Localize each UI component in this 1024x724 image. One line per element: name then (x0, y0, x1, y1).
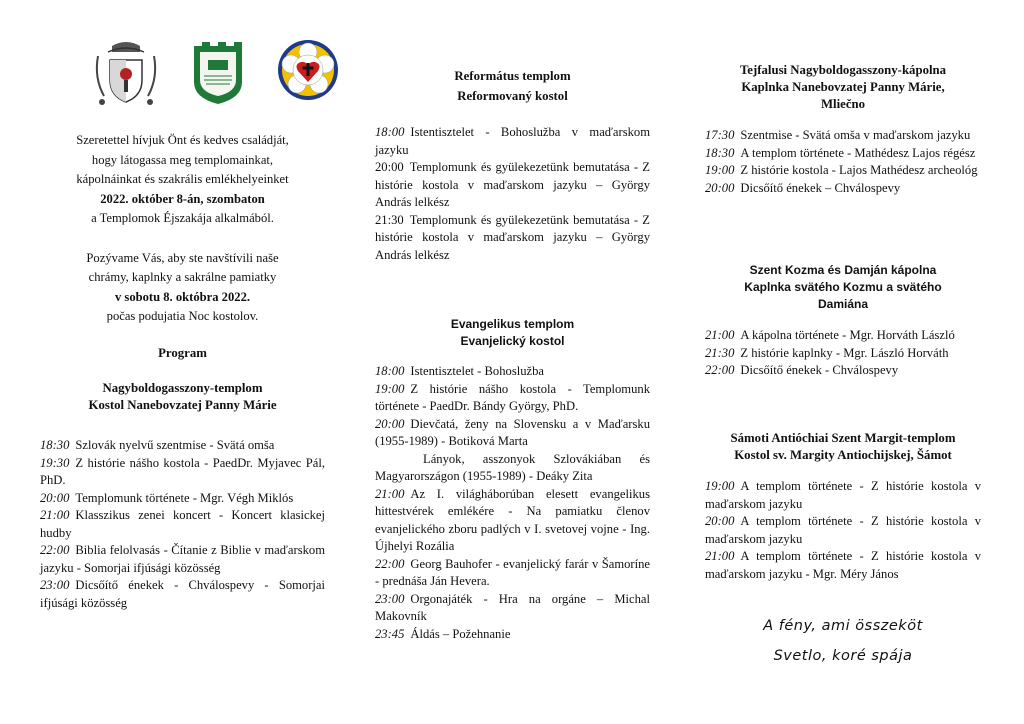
schedule-item (705, 478, 981, 513)
intro-sk-line-1: Pozývame Vás, aby ste navštívili naše (86, 250, 279, 265)
logo-row (90, 38, 340, 108)
time: 21:30 (375, 212, 404, 227)
time: 19:00 (705, 479, 735, 493)
intro-hu-line-5: a Templomok Éjszakája alkalmából. (91, 211, 274, 225)
desc: Dicsőítő énekek - Chválospevy (740, 363, 899, 377)
time: 21:00 (705, 549, 735, 563)
desc: Szlovák nyelvű szentmise - Svätá omša (75, 438, 275, 452)
desc: Dicsőítő énekek - Chválospevy - Somorjai ifjúsági közösség (40, 578, 325, 610)
time: 20:00 (375, 160, 404, 174)
desc: Istentisztelet - Bohoslužba (410, 364, 544, 378)
desc: A templom története - Mathédesz Lajos régész (740, 145, 976, 160)
schedule-item (40, 507, 325, 542)
desc: A kápolna története - Mgr. Horváth László (740, 328, 955, 342)
time: 18:30 (705, 145, 735, 160)
church-margit-heading (705, 430, 981, 464)
time: 18:00 (375, 125, 405, 139)
desc: Z histórie kaplnky - Mgr. László Horváth (740, 345, 949, 360)
time: 23:00 (375, 591, 405, 606)
time: 19:00 (375, 381, 405, 396)
time: 17:30 (705, 128, 735, 142)
church-title-sk: Reformovaný kostol (457, 89, 568, 103)
desc: Az I. világháborúban elesett evangelikus hittestvérek emlékére - Na pamiatku členov evanjelického zboru padlých v I. svetovej vojne - Ing. Újhelyi Rozália (375, 486, 650, 553)
tagline-sk: Svetlo, koré spája (773, 648, 913, 664)
desc: Dievčatá, ženy na Slovensku a v Maďarsku (1955-1989) - Botiková Marta (375, 416, 650, 448)
tagline-hu: A fény, ami összeköt (763, 618, 923, 634)
time: 18:00 (375, 364, 405, 378)
intro-hu-line-3: kápolnáinkat és szakrális emlékhelyeinket (76, 172, 289, 186)
schedule-kozma (705, 327, 981, 380)
desc: Z histórie nášho kostola - Templomunk története - PaedDr. Bándy György, PhD. (375, 381, 650, 413)
desc: Z histórie nášho kostola - PaedDr. Myjavec Pál, PhD. (40, 455, 325, 487)
schedule-item (40, 542, 325, 577)
schedule-evangelikus (375, 363, 650, 643)
time: 21:00 (705, 328, 735, 342)
schedule-nagyboldog (40, 437, 325, 612)
desc: Dicsőítő énekek – Chválospevy (740, 180, 901, 195)
schedule-item (705, 327, 981, 345)
desc: Templomunk története - Mgr. Végh Miklós (75, 490, 294, 505)
desc: A templom története - Z histórie kostola v maďarskom jazyku (705, 514, 981, 546)
time: 20:00 (705, 514, 735, 528)
desc: Orgonajáték - Hra na orgáne – Michal Makovník (375, 591, 650, 623)
time: 19:30 (40, 455, 70, 470)
church-title-hu: Evangelikus templom (450, 317, 575, 331)
schedule-item (40, 490, 325, 508)
desc: Templomunk és gyülekezetünk bemutatása - Z histórie kostola v maďarskom jazyku – György András lelkész (375, 160, 650, 209)
time: 23:45 (375, 626, 405, 641)
desc: Biblia felolvasás - Čítanie z Biblie v maďarskom jazyku - Somorjai ifjúsági közösség (40, 543, 325, 575)
schedule-margit (705, 478, 981, 583)
schedule-item (375, 381, 650, 416)
intro-sk-date: v sobotu 8. októbra 2022. (114, 289, 251, 304)
schedule-item (375, 363, 650, 381)
desc: Georg Bauhofer - evanjelický farár v Šamoríne - prednáša Ján Hevera. (375, 556, 650, 588)
desc: A templom története - Z histórie kostola v maďarskom jazyku - Mgr. Méry János (705, 549, 981, 581)
schedule-item (375, 451, 650, 486)
schedule-item (375, 626, 650, 644)
schedule-item (375, 212, 650, 265)
schedule-item (40, 455, 325, 490)
schedule-tejfalusi (705, 127, 981, 197)
time: 19:00 (705, 163, 735, 177)
desc: Z histórie kostola - Lajos Mathédesz archeológ (740, 163, 978, 177)
church-title-line-1: Sámoti Antióchiai Szent Margit-templom (730, 431, 956, 445)
time: 20:00 (375, 416, 405, 431)
schedule-item (375, 591, 650, 626)
schedule-item (375, 159, 650, 212)
schedule-item (375, 416, 650, 451)
schedule-item (705, 180, 981, 198)
intro-sk-line-4: počas podujatia Noc kostolov. (106, 309, 259, 323)
desc: Áldás – Požehnanie (410, 626, 511, 641)
luther-rose-icon (276, 38, 340, 102)
school-crest-icon (190, 38, 246, 106)
schedule-item (375, 124, 650, 159)
intro-hu-date: 2022. október 8-án, szombaton (100, 191, 265, 206)
time: 21:00 (375, 486, 405, 501)
time: 20:00 (40, 490, 70, 505)
desc: Klasszikus zenei koncert - Koncert klasickej hudby (40, 508, 325, 540)
program-title: Program (158, 346, 207, 360)
church-reformatus-heading (375, 66, 650, 106)
schedule-item (705, 127, 981, 145)
intro-hu-line-2: hogy látogassa meg templomainkat, (91, 152, 274, 167)
coat-of-arms-icon (90, 38, 162, 110)
time: 22:00 (375, 556, 405, 571)
church-title-line-1: Tejfalusi Nagyboldogasszony-kápolna (739, 63, 947, 77)
desc: A templom története - Z histórie kostola v maďarskom jazyku (705, 479, 981, 511)
time: 22:00 (40, 543, 70, 557)
church-title-hu: Református templom (454, 69, 571, 83)
desc: Lányok, asszonyok Szlovákiában és Magyarországon (1955-1989) - Deáky Zita (375, 451, 650, 483)
schedule-item (705, 513, 981, 548)
church-title-line-3: Mliečno (820, 97, 866, 111)
time: 22:00 (705, 363, 735, 377)
church-title-line-2: Kaplnka Nanebovzatej Panny Márie, (741, 80, 945, 94)
church-evangelikus-heading (375, 316, 650, 350)
church-title-line-1: Szent Kozma és Damján kápolna (749, 263, 937, 277)
church-nagyboldog-heading (40, 380, 325, 414)
time: 18:30 (40, 438, 70, 452)
desc: Templomunk és gyülekezetünk bemutatása - Z histórie kostola v maďarskom jazyku – György András lelkész (375, 212, 650, 262)
church-kozma-heading (705, 262, 981, 313)
schedule-item (705, 362, 981, 380)
church-title-hu: Nagyboldogasszony-templom (102, 381, 263, 395)
church-title-line-3: Damiána (817, 297, 869, 311)
church-title-sk: Kostol Nanebovzatej Panny Márie (88, 398, 277, 412)
schedule-reformatus (375, 124, 650, 264)
time: 21:00 (40, 508, 70, 522)
schedule-item (705, 145, 981, 163)
desc: Istentisztelet - Bohoslužba v maďarskom jazyku (375, 125, 650, 157)
invitation-text (40, 131, 325, 327)
time: 20:00 (705, 180, 735, 195)
schedule-item (375, 556, 650, 591)
intro-hu-line-1: Szeretettel hívjuk Önt és kedves családját, (76, 133, 289, 147)
desc: Szentmise - Svätá omša v maďarskom jazyku (740, 128, 971, 142)
schedule-item (705, 345, 981, 363)
church-title-line-2: Kaplnka svätého Kozmu a svätého (744, 280, 942, 294)
schedule-item (705, 162, 981, 180)
schedule-item (40, 577, 325, 612)
time: 21:30 (705, 345, 735, 360)
church-tejfalusi-heading (705, 62, 981, 113)
time: 23:00 (40, 578, 70, 592)
intro-sk-line-2: chrámy, kaplnky a sakrálne pamiatky (88, 270, 277, 284)
church-title-line-2: Kostol sv. Margity Antiochijskej, Šámot (734, 448, 952, 462)
schedule-item (705, 548, 981, 583)
schedule-item (375, 486, 650, 556)
church-title-sk: Evanjelický kostol (460, 334, 565, 348)
schedule-item (40, 437, 325, 455)
